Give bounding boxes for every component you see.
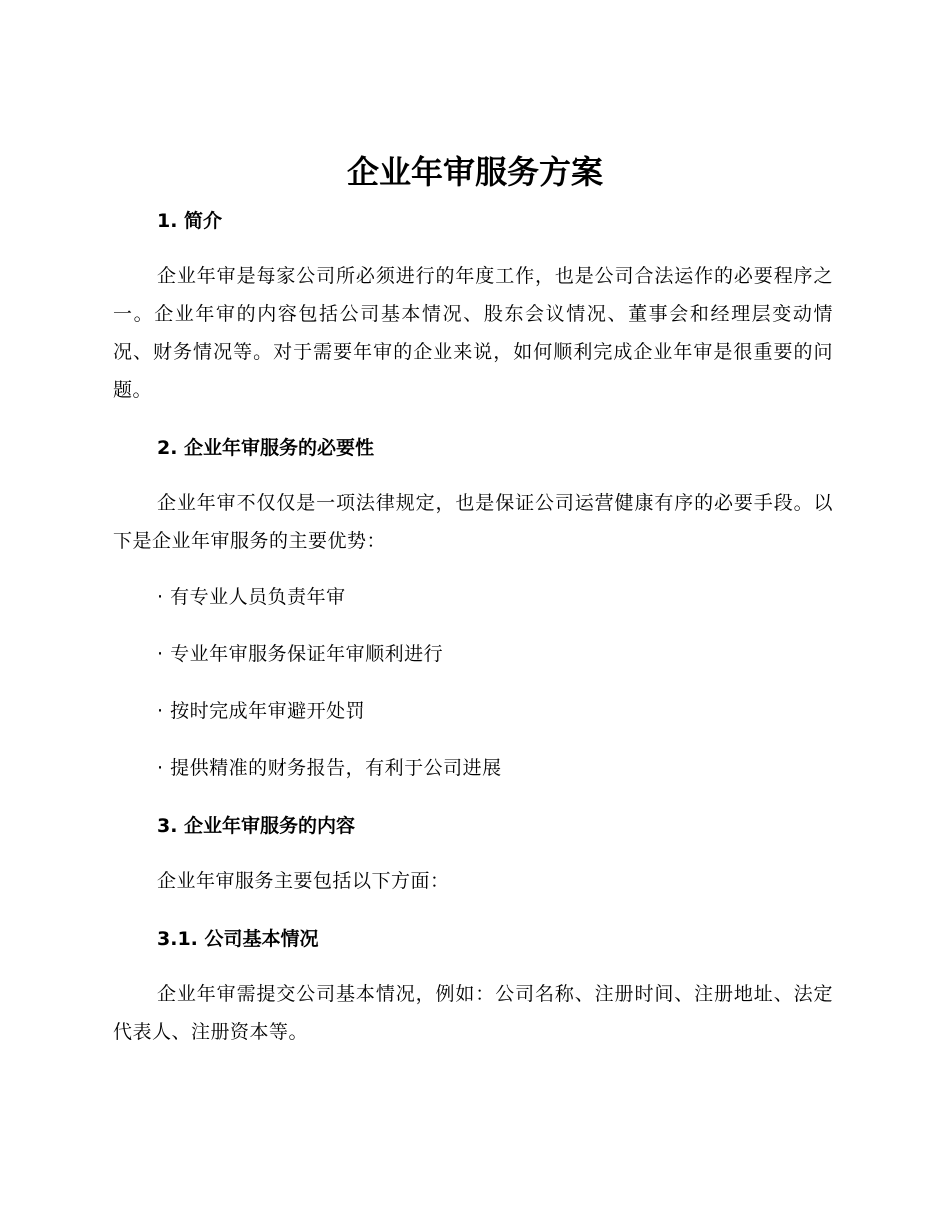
section-heading-basic-info: 3.1. 公司基本情况 <box>157 928 319 950</box>
bullet-item: · 有专业人员负责年审 <box>157 586 346 608</box>
basic-info-paragraph: 企业年审需提交公司基本情况，例如：公司名称、注册时间、注册地址、法定代表人、注册资本等。 <box>113 983 833 1043</box>
bullet-item: · 提供精准的财务报告，有利于公司进展 <box>157 757 502 779</box>
necessity-paragraph: 企业年审不仅仅是一项法律规定，也是保证公司运营健康有序的必要手段。以下是企业年审服务的主要优势： <box>113 492 833 552</box>
content-paragraph: 企业年审服务主要包括以下方面： <box>157 870 450 892</box>
document-title: 企业年审服务方案 <box>346 153 603 191</box>
section-heading-content: 3. 企业年审服务的内容 <box>157 815 356 837</box>
document-body <box>113 200 833 1051</box>
intro-paragraph: 企业年审是每家公司所必须进行的年度工作，也是公司合法运作的必要程序之一。企业年审的内容包括公司基本情况、股东会议情况、董事会和经理层变动情况、财务情况等。对于需要年审的企业来说，如何顺利完成企业年审是很重要的问题。 <box>113 265 833 401</box>
bullet-item: · 专业年审服务保证年审顺利进行 <box>157 643 444 665</box>
section-heading-intro: 1. 简介 <box>157 210 223 232</box>
section-heading-necessity: 2. 企业年审服务的必要性 <box>157 437 375 459</box>
bullet-item: · 按时完成年审避开处罚 <box>157 700 366 722</box>
